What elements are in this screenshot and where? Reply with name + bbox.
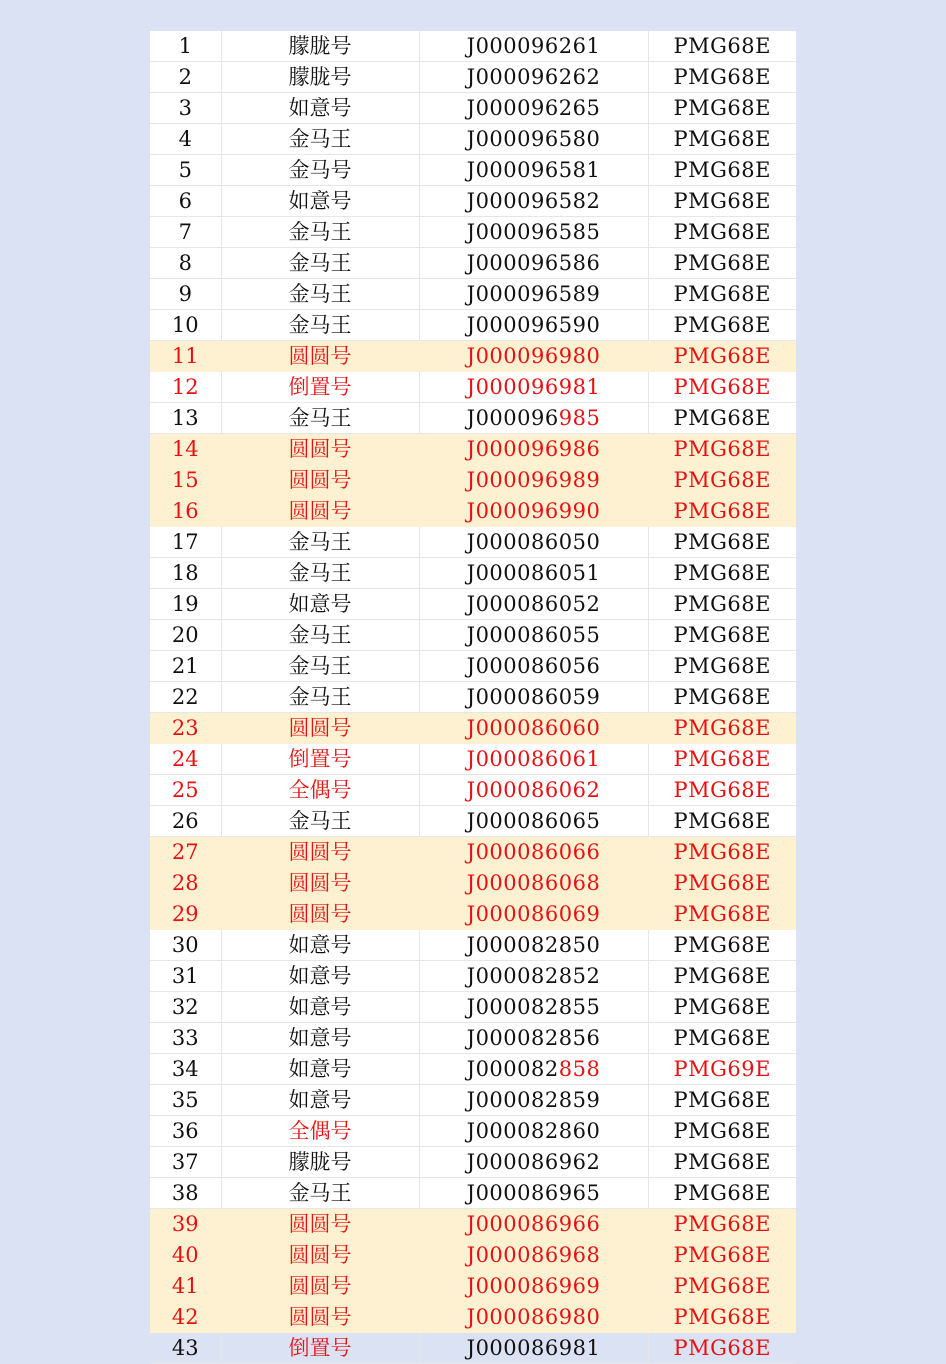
- serial-code: [419, 124, 648, 155]
- table-row: [150, 837, 796, 868]
- model-code: PMG68E: [648, 496, 796, 527]
- row-index: 23: [150, 713, 221, 744]
- row-index: 41: [150, 1271, 221, 1302]
- model-code: PMG68E: [648, 93, 796, 124]
- note-name: 圆圆号: [221, 1302, 419, 1333]
- model-code: PMG68E: [648, 682, 796, 713]
- row-index: 37: [150, 1147, 221, 1178]
- serial-code-text: J000096990: [466, 499, 601, 523]
- table-row: [150, 930, 796, 961]
- note-name: 朦胧号: [221, 1147, 419, 1178]
- table-row: [150, 1209, 796, 1240]
- serial-code: [419, 248, 648, 279]
- model-code: PMG68E: [648, 930, 796, 961]
- serial-code: [419, 155, 648, 186]
- serial-code: [419, 713, 648, 744]
- serial-code: [419, 899, 648, 930]
- serial-code: [419, 217, 648, 248]
- serial-code-text: J000086980: [466, 1305, 601, 1329]
- row-index: 36: [150, 1116, 221, 1147]
- serial-code-text: J000086968: [466, 1243, 601, 1267]
- row-index: 3: [150, 93, 221, 124]
- row-index: 4: [150, 124, 221, 155]
- serial-code-text: J000096981: [466, 375, 601, 399]
- model-code: PMG68E: [648, 992, 796, 1023]
- note-name: 如意号: [221, 1023, 419, 1054]
- model-code: PMG68E: [648, 1147, 796, 1178]
- table-row: [150, 1302, 796, 1333]
- serial-code: [419, 93, 648, 124]
- model-code: PMG68E: [648, 1116, 796, 1147]
- serial-code-text: J000086981: [466, 1336, 601, 1360]
- serial-code-text: J000082855: [466, 995, 601, 1019]
- serial-code-text: J000086062: [466, 778, 601, 802]
- model-code: PMG68E: [648, 868, 796, 899]
- row-index: 28: [150, 868, 221, 899]
- serial-code: [419, 1240, 648, 1271]
- row-index: 19: [150, 589, 221, 620]
- serial-code-text: J000096265: [466, 96, 601, 120]
- serial-code: [419, 186, 648, 217]
- table-row: [150, 310, 796, 341]
- serial-code-text: J000086059: [466, 685, 601, 709]
- model-code: PMG68E: [648, 558, 796, 589]
- row-index: 1: [150, 31, 221, 62]
- row-index: 16: [150, 496, 221, 527]
- row-index: 27: [150, 837, 221, 868]
- row-index: 10: [150, 310, 221, 341]
- row-index: 6: [150, 186, 221, 217]
- model-code: PMG68E: [648, 248, 796, 279]
- table-row: [150, 124, 796, 155]
- note-name: 圆圆号: [221, 496, 419, 527]
- model-code: PMG68E: [648, 124, 796, 155]
- serial-code-text: J000096590: [466, 313, 601, 337]
- serial-code-highlight: 858: [558, 1057, 601, 1081]
- table-row: [150, 1116, 796, 1147]
- model-code: PMG68E: [648, 1209, 796, 1240]
- serial-code-text: J000086065: [466, 809, 601, 833]
- table-row: [150, 1271, 796, 1302]
- model-code: PMG68E: [648, 155, 796, 186]
- table-row: [150, 1023, 796, 1054]
- note-name: 金马王: [221, 527, 419, 558]
- serial-code: [419, 1116, 648, 1147]
- note-name: 倒置号: [221, 1333, 419, 1364]
- note-name: 圆圆号: [221, 713, 419, 744]
- serial-number-sheet: [150, 31, 796, 1360]
- model-code: PMG68E: [648, 341, 796, 372]
- model-code: PMG68E: [648, 961, 796, 992]
- serial-code-text: J000086965: [466, 1181, 601, 1205]
- note-name: 朦胧号: [221, 31, 419, 62]
- serial-code: [419, 372, 648, 403]
- row-index: 43: [150, 1333, 221, 1364]
- serial-code: [419, 744, 648, 775]
- serial-code: [419, 31, 648, 62]
- row-index: 40: [150, 1240, 221, 1271]
- serial-code: [419, 1271, 648, 1302]
- serial-code: [419, 651, 648, 682]
- table-row: [150, 775, 796, 806]
- note-name: 倒置号: [221, 372, 419, 403]
- note-name: 如意号: [221, 992, 419, 1023]
- table-row: [150, 248, 796, 279]
- table-row: [150, 217, 796, 248]
- serial-code: [419, 341, 648, 372]
- note-name: 金马王: [221, 217, 419, 248]
- table-row: [150, 868, 796, 899]
- table-row: [150, 465, 796, 496]
- note-name: 金马王: [221, 682, 419, 713]
- serial-code-text: J000086066: [466, 840, 601, 864]
- serial-code: [419, 1054, 648, 1085]
- table-row: [150, 899, 796, 930]
- row-index: 33: [150, 1023, 221, 1054]
- table-row: [150, 682, 796, 713]
- note-name: 全偶号: [221, 775, 419, 806]
- table-row: [150, 434, 796, 465]
- note-name: 如意号: [221, 930, 419, 961]
- model-code: PMG68E: [648, 837, 796, 868]
- serial-code-text: J000096980: [466, 344, 601, 368]
- model-code: PMG68E: [648, 403, 796, 434]
- model-code: PMG68E: [648, 589, 796, 620]
- serial-code-text: J000096986: [466, 437, 601, 461]
- note-name: 圆圆号: [221, 1209, 419, 1240]
- serial-code-text: J000086055: [466, 623, 601, 647]
- row-index: 8: [150, 248, 221, 279]
- serial-code-text: J000086068: [466, 871, 601, 895]
- table-row: [150, 31, 796, 62]
- note-name: 圆圆号: [221, 899, 419, 930]
- row-index: 11: [150, 341, 221, 372]
- serial-code: [419, 682, 648, 713]
- row-index: 29: [150, 899, 221, 930]
- model-code: PMG68E: [648, 1085, 796, 1116]
- model-code: PMG68E: [648, 1240, 796, 1271]
- serial-code: [419, 279, 648, 310]
- table-row: [150, 1333, 796, 1364]
- table-row: [150, 713, 796, 744]
- serial-code-text: J000096586: [466, 251, 601, 275]
- note-name: 金马王: [221, 124, 419, 155]
- serial-code: [419, 1147, 648, 1178]
- note-name: 圆圆号: [221, 434, 419, 465]
- table-row: [150, 403, 796, 434]
- note-name: 倒置号: [221, 744, 419, 775]
- serial-code: [419, 1209, 648, 1240]
- row-index: 25: [150, 775, 221, 806]
- serial-code: [419, 310, 648, 341]
- serial-code-text: J000096581: [466, 158, 601, 182]
- serial-code: [419, 558, 648, 589]
- serial-code-text: J000096580: [466, 127, 601, 151]
- row-index: 26: [150, 806, 221, 837]
- serial-code-text: J000086969: [466, 1274, 601, 1298]
- row-index: 5: [150, 155, 221, 186]
- serial-code-text: J000086069: [466, 902, 601, 926]
- row-index: 12: [150, 372, 221, 403]
- note-name: 金马王: [221, 651, 419, 682]
- model-code: PMG68E: [648, 1178, 796, 1209]
- serial-code-text: J000096262: [466, 65, 601, 89]
- table-row: [150, 1054, 796, 1085]
- note-name: 如意号: [221, 1054, 419, 1085]
- table-row: [150, 372, 796, 403]
- row-index: 17: [150, 527, 221, 558]
- table-row: [150, 155, 796, 186]
- table-row: [150, 806, 796, 837]
- serial-code: [419, 403, 648, 434]
- serial-code: [419, 837, 648, 868]
- serial-code: [419, 1023, 648, 1054]
- note-name: 朦胧号: [221, 62, 419, 93]
- table-row: [150, 62, 796, 93]
- model-code: PMG68E: [648, 806, 796, 837]
- table-row: [150, 496, 796, 527]
- row-index: 34: [150, 1054, 221, 1085]
- row-index: 15: [150, 465, 221, 496]
- note-name: 金马王: [221, 558, 419, 589]
- model-code: PMG68E: [648, 620, 796, 651]
- note-name: 如意号: [221, 1085, 419, 1116]
- row-index: 7: [150, 217, 221, 248]
- serial-code-highlight: 985: [558, 406, 601, 430]
- serial-code-text: J000096989: [466, 468, 601, 492]
- serial-code: [419, 1085, 648, 1116]
- serial-code: [419, 496, 648, 527]
- row-index: 22: [150, 682, 221, 713]
- row-index: 13: [150, 403, 221, 434]
- model-code: PMG68E: [648, 217, 796, 248]
- model-code: PMG68E: [648, 1023, 796, 1054]
- table-row: [150, 527, 796, 558]
- model-code: PMG68E: [648, 31, 796, 62]
- table-row: [150, 589, 796, 620]
- serial-code: [419, 527, 648, 558]
- serial-code-text: J000096: [466, 406, 559, 430]
- note-name: 圆圆号: [221, 465, 419, 496]
- serial-code-text: J000086061: [466, 747, 601, 771]
- serial-code: [419, 930, 648, 961]
- row-index: 14: [150, 434, 221, 465]
- serial-code-text: J000082850: [466, 933, 601, 957]
- serial-code: [419, 620, 648, 651]
- model-code: PMG68E: [648, 775, 796, 806]
- model-code: PMG68E: [648, 62, 796, 93]
- serial-code: [419, 434, 648, 465]
- row-index: 35: [150, 1085, 221, 1116]
- model-code: PMG68E: [648, 527, 796, 558]
- note-name: 圆圆号: [221, 1271, 419, 1302]
- row-index: 42: [150, 1302, 221, 1333]
- note-name: 圆圆号: [221, 837, 419, 868]
- table-row: [150, 341, 796, 372]
- row-index: 9: [150, 279, 221, 310]
- note-name: 如意号: [221, 589, 419, 620]
- serial-code: [419, 775, 648, 806]
- serial-code: [419, 1178, 648, 1209]
- row-index: 31: [150, 961, 221, 992]
- note-name: 全偶号: [221, 1116, 419, 1147]
- serial-code-text: J000086056: [466, 654, 601, 678]
- serial-code-text: J000086962: [466, 1150, 601, 1174]
- model-code: PMG68E: [648, 1333, 796, 1364]
- note-name: 金马王: [221, 279, 419, 310]
- serial-code-text: J000082: [466, 1057, 559, 1081]
- serial-code-text: J000096585: [466, 220, 601, 244]
- model-code: PMG68E: [648, 744, 796, 775]
- model-code: PMG68E: [648, 1271, 796, 1302]
- serial-code-text: J000082856: [466, 1026, 601, 1050]
- table-row: [150, 1085, 796, 1116]
- table-row: [150, 961, 796, 992]
- row-index: 21: [150, 651, 221, 682]
- serial-code-text: J000082859: [466, 1088, 601, 1112]
- note-name: 圆圆号: [221, 341, 419, 372]
- note-name: 金马王: [221, 1178, 419, 1209]
- note-name: 金马王: [221, 403, 419, 434]
- table-row: [150, 186, 796, 217]
- serial-code-text: J000082860: [466, 1119, 601, 1143]
- note-name: 金马号: [221, 155, 419, 186]
- model-code: PMG68E: [648, 1302, 796, 1333]
- serial-code-text: J000086966: [466, 1212, 601, 1236]
- serial-code-text: J000096261: [466, 34, 601, 58]
- table-row: [150, 1240, 796, 1271]
- serial-code: [419, 806, 648, 837]
- table-row: [150, 558, 796, 589]
- model-code: PMG68E: [648, 372, 796, 403]
- table-row: [150, 651, 796, 682]
- table-row: [150, 744, 796, 775]
- table-row: [150, 93, 796, 124]
- model-code: PMG68E: [648, 310, 796, 341]
- serial-code-text: J000086052: [466, 592, 601, 616]
- table-body: [150, 31, 796, 1364]
- row-index: 32: [150, 992, 221, 1023]
- model-code: PMG69E: [648, 1054, 796, 1085]
- note-name: 如意号: [221, 186, 419, 217]
- serial-code: [419, 465, 648, 496]
- note-name: 圆圆号: [221, 1240, 419, 1271]
- serial-code: [419, 1333, 648, 1364]
- model-code: PMG68E: [648, 651, 796, 682]
- note-name: 金马王: [221, 310, 419, 341]
- model-code: PMG68E: [648, 279, 796, 310]
- serial-code-text: J000086050: [466, 530, 601, 554]
- row-index: 30: [150, 930, 221, 961]
- model-code: PMG68E: [648, 465, 796, 496]
- serial-code-text: J000096582: [466, 189, 601, 213]
- serial-number-table: [150, 31, 796, 1364]
- note-name: 金马王: [221, 248, 419, 279]
- serial-code-text: J000096589: [466, 282, 601, 306]
- table-row: [150, 1147, 796, 1178]
- row-index: 39: [150, 1209, 221, 1240]
- table-row: [150, 620, 796, 651]
- row-index: 24: [150, 744, 221, 775]
- serial-code: [419, 961, 648, 992]
- serial-code: [419, 992, 648, 1023]
- serial-code: [419, 1302, 648, 1333]
- row-index: 20: [150, 620, 221, 651]
- serial-code-text: J000086060: [466, 716, 601, 740]
- table-row: [150, 279, 796, 310]
- model-code: PMG68E: [648, 186, 796, 217]
- model-code: PMG68E: [648, 713, 796, 744]
- note-name: 如意号: [221, 93, 419, 124]
- table-row: [150, 992, 796, 1023]
- serial-code: [419, 62, 648, 93]
- row-index: 38: [150, 1178, 221, 1209]
- row-index: 18: [150, 558, 221, 589]
- note-name: 圆圆号: [221, 868, 419, 899]
- serial-code: [419, 589, 648, 620]
- serial-code-text: J000082852: [466, 964, 601, 988]
- model-code: PMG68E: [648, 434, 796, 465]
- note-name: 金马王: [221, 620, 419, 651]
- model-code: PMG68E: [648, 899, 796, 930]
- serial-code: [419, 868, 648, 899]
- note-name: 如意号: [221, 961, 419, 992]
- table-row: [150, 1178, 796, 1209]
- serial-code-text: J000086051: [466, 561, 601, 585]
- note-name: 金马王: [221, 806, 419, 837]
- row-index: 2: [150, 62, 221, 93]
